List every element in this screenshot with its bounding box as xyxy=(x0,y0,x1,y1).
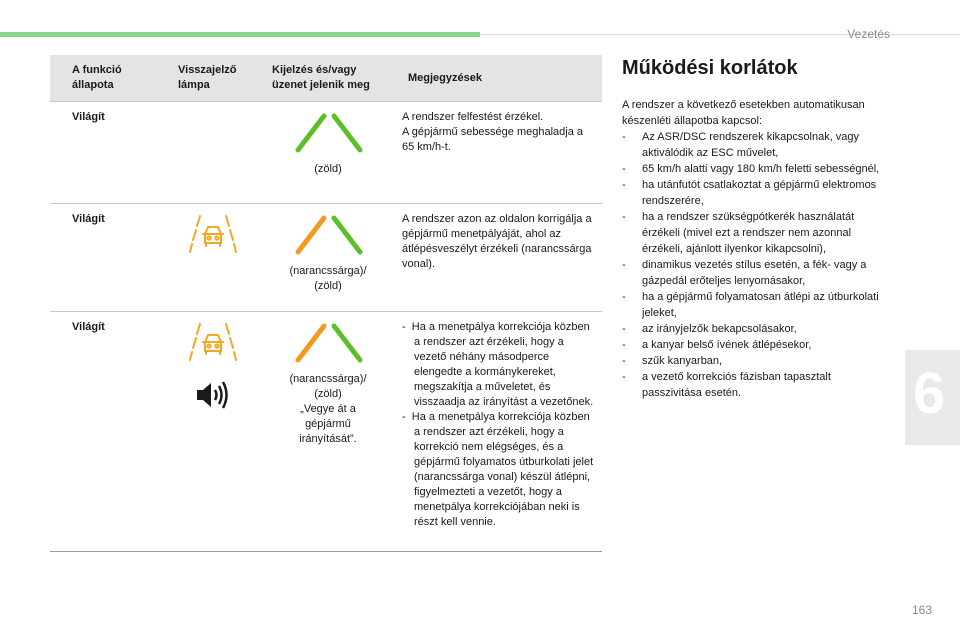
list-item: - 65 km/h alatti vagy 180 km/h feletti sebességnél, xyxy=(622,163,880,175)
row-note xyxy=(396,312,602,552)
list-item: - az irányjelzők bekapcsolásakor, xyxy=(622,323,797,335)
row-state: Világít xyxy=(50,102,166,204)
table-header-row xyxy=(50,55,602,102)
note-item: - Ha a menetpálya korrekciója közben a rendszer azt érzékeli, hogy a vezető néhány másodperce elengedte a kormánykereket, megszakítja a műveletet, és visszaadja az irányítást a vezetőnek. xyxy=(402,321,594,408)
section-title: Vezetés xyxy=(847,27,890,41)
lane-keep-warning-lamp-icon xyxy=(188,320,238,366)
lamp-caption: (zöld) xyxy=(314,163,342,175)
operating-limits-list xyxy=(622,129,887,401)
operating-limits-title: Működési korlátok xyxy=(622,57,798,79)
note-text: A rendszer azon az oldalon korrigálja a gépjármű menetpályáját, ahol az átlépésveszélyt érzékeli (narancssárga vonal). xyxy=(402,213,592,270)
display-message: „Vegye át a gépjármű irányítását”. xyxy=(299,403,357,445)
list-item: - Az ASR/DSC rendszerek kikapcsolnak, vagy aktiválódik az ESC művelet, xyxy=(622,131,860,159)
lane-lines-icon xyxy=(288,110,368,156)
row-note xyxy=(396,204,602,312)
list-item: - ha a rendszer szükségpótkerék használatát érzékeli (mivel ezt a rendszer nem azonnal érzékeli, ajánlott ilyenkor kikapcsolni), xyxy=(622,211,855,255)
header-function-state: A funkció állapota xyxy=(50,55,166,102)
row-state: Világít xyxy=(50,204,166,312)
list-item: - ha utánfutót csatlakoztat a gépjármű elektromos rendszerére, xyxy=(622,179,877,207)
function-status-table xyxy=(50,55,602,552)
row-state: Világít xyxy=(50,312,166,552)
table-row xyxy=(50,312,602,552)
chapter-tab xyxy=(905,350,960,445)
lamp-caption: (narancssárga)/ (zöld) xyxy=(289,265,367,292)
chapter-number: 6 xyxy=(913,361,946,426)
header-notes: Megjegyzések xyxy=(396,55,602,102)
operating-limits-intro: A rendszer a következő esetekben automatikusan készenléti állapotba kapcsol: xyxy=(622,99,865,127)
lane-keep-warning-lamp-icon xyxy=(188,212,238,258)
row-note xyxy=(396,102,602,204)
header-display-message: Kijelzés és/vagy üzenet jelenik meg xyxy=(260,55,396,102)
operating-limits-column xyxy=(622,55,887,401)
note-text: A rendszer felfestést érzékel. A gépjármű sebessége meghaladja a 65 km/h-t. xyxy=(402,111,584,153)
list-item: - a vezető korrekciós fázisban tapasztalt passzivitása esetén. xyxy=(622,371,831,399)
header-warning-lamp: Visszajelző lámpa xyxy=(166,55,260,102)
top-accent-bar xyxy=(0,32,480,37)
lane-lines-icon xyxy=(288,212,368,258)
list-item: - dinamikus vezetés stílus esetén, a fék- vagy a gázpedál erőteljes lenyomásakor, xyxy=(622,259,867,287)
list-item: - ha a gépjármű folyamatosan átlépi az útburkolati jeleket, xyxy=(622,291,879,319)
list-item: - szűk kanyarban, xyxy=(622,355,723,367)
lamp-caption: (narancssárga)/ (zöld) xyxy=(289,373,367,400)
note-item: - Ha a menetpálya korrekciója közben a rendszer azt érzékeli, hogy a korrekció nem elégséges, és a gépjármű folyamatos útburkolati jelet (narancssárga vonal) készül átlépni, figyelmezteti a vezetőt, hogy a menetpálya korrekciójában neki is részt kell vennie. xyxy=(402,411,594,528)
table-row xyxy=(50,102,602,204)
table-row xyxy=(50,204,602,312)
lane-lines-icon xyxy=(288,320,368,366)
list-item: - a kanyar belső ívének átlépésekor, xyxy=(622,339,812,351)
speaker-sound-icon xyxy=(193,380,233,410)
page-number: 163 xyxy=(911,603,932,617)
